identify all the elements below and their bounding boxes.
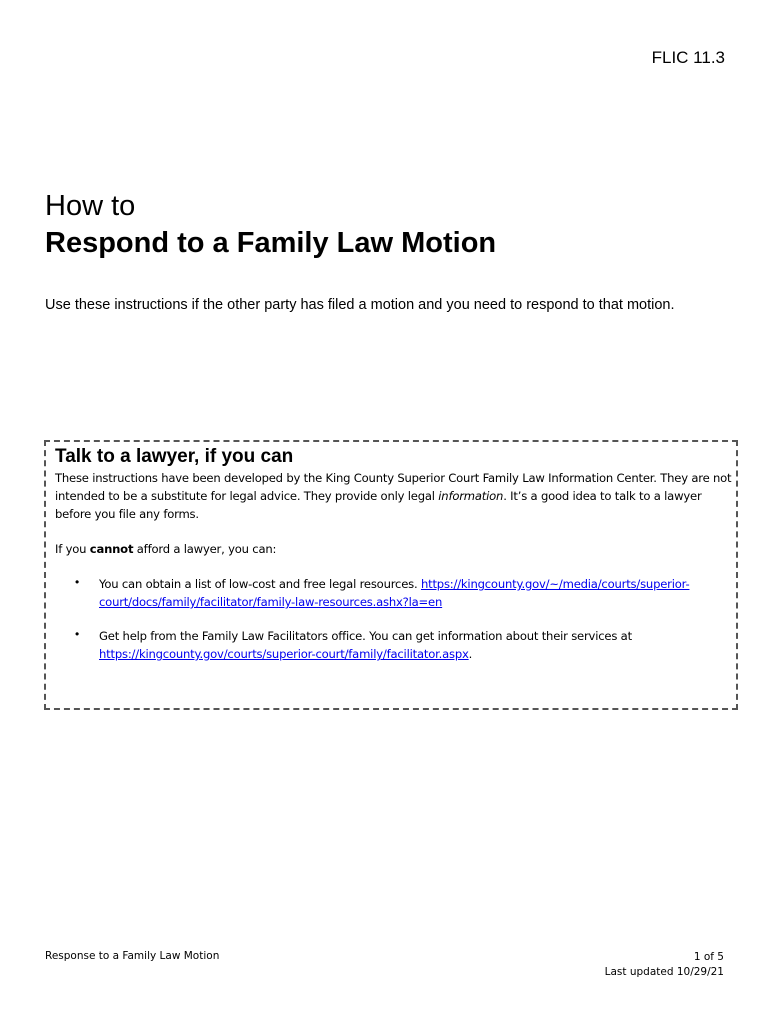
cannot-afford-paragraph [55, 540, 733, 558]
form-number: FLIC 11.3 [651, 48, 725, 67]
resource-list-item [99, 575, 719, 611]
facilitator-list-text: Get help from the Family Law Facilitators office. You can get information about their services at [99, 629, 632, 643]
disclaimer-text-start: These instructions have been developed by the King County Superior Court Family Law Information Center. They are not intended to be a substitute for legal advice. They provide only legal [55, 471, 732, 503]
facilitator-link[interactable]: https://kingcounty.gov/courts/superior-court/family/facilitator.aspx [99, 647, 469, 661]
resource-list-text: You can obtain a list of low-cost and free legal resources. [99, 577, 421, 591]
bullet-dot-icon: • [75, 627, 80, 641]
page-number: 1 of 5 [693, 951, 724, 963]
page-title: Respond to a Family Law Motion [45, 227, 497, 259]
facilitator-list-after: . [468, 647, 473, 661]
bullet-dot-icon: • [75, 575, 80, 589]
cannot-afford-emphasis: cannot [89, 542, 134, 556]
facilitator-list-item [99, 627, 719, 663]
cannot-afford-text-start: If you [55, 542, 90, 556]
intro-paragraph: Use these instructions if the other party has filed a motion and you need to respond to that motion. [45, 297, 675, 313]
legal-resources-link[interactable]: https://kingcounty.gov/~/media/courts/superior-court/docs/family/facilitator/family-law-resources.ashx?la=en [99, 577, 690, 609]
last-updated: Last updated 10/29/21 [604, 966, 724, 978]
lawyer-box-heading: Talk to a lawyer, if you can [55, 446, 294, 467]
disclaimer-emphasis: information [438, 489, 504, 503]
title-prefix: How to [45, 190, 136, 222]
disclaimer-text-end: . It’s a good idea to talk to a lawyer before you file any forms. [55, 489, 702, 521]
cannot-afford-text-end: afford a lawyer, you can: [133, 542, 277, 556]
footer-document-title: Response to a Family Law Motion [45, 950, 220, 962]
footer-page-info [605, 950, 724, 980]
disclaimer-paragraph [55, 469, 733, 523]
